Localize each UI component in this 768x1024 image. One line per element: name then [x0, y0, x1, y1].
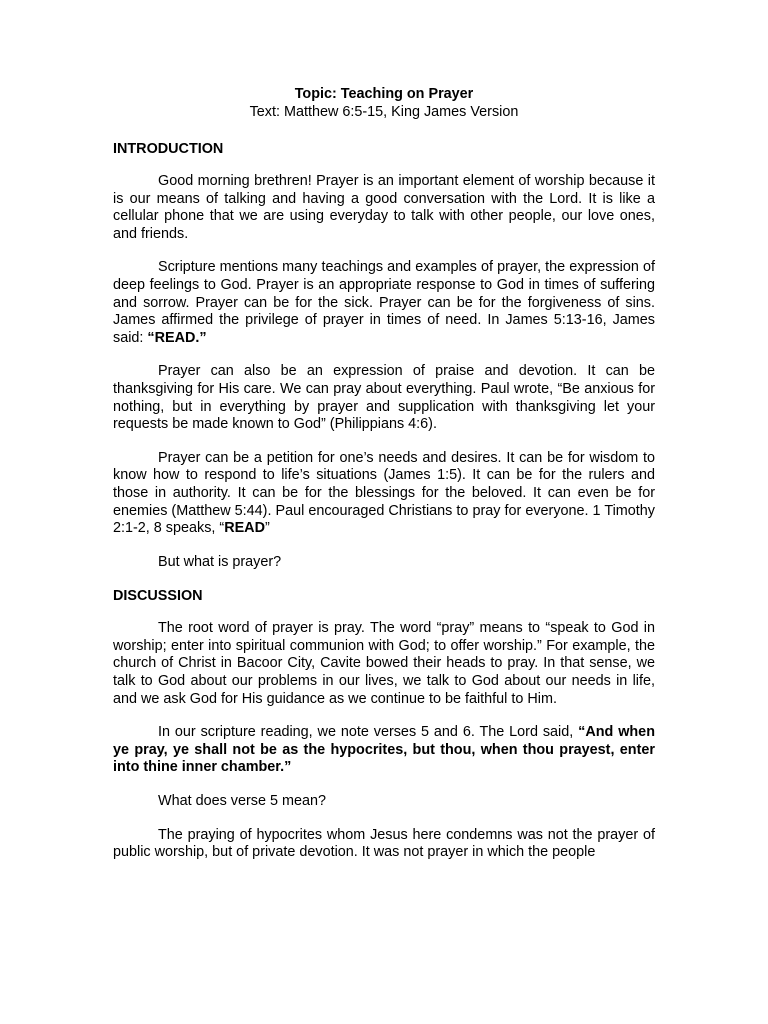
- document-subtitle: Text: Matthew 6:5-15, King James Version: [249, 104, 519, 120]
- introduction-paragraph-3: Prayer can also be an expression of praise and devotion. It can be thanksgiving for His care. We can pray about everything. Paul wrote, “Be anxious for nothing, but in everything by prayer and supplication with thanksgiving let your requests be made known to God” (Philippians 4:6).: [113, 363, 655, 433]
- discussion-paragraph-3: What does verse 5 mean?: [158, 793, 326, 810]
- discussion-paragraph-4: The praying of hypocrites whom Jesus here condemns was not the prayer of public worship, but of private devotion. It was not prayer in which the people: [113, 826, 655, 861]
- discussion-heading: DISCUSSION: [113, 588, 203, 605]
- introduction-paragraph-2: [113, 259, 655, 347]
- introduction-paragraph-2-text: Scripture mentions many teachings and examples of prayer, the expression of deep feelings to God. Prayer is an appropriate response to God in times of suffering and sorrow. Prayer can be for the sick. Prayer can be for the forgiveness of sins. James affirmed the privilege of prayer in times of need. In James 5:13-16, James said:: [113, 259, 655, 346]
- introduction-paragraph-4: [113, 450, 655, 538]
- discussion-paragraph-1: The root word of prayer is pray. The word “pray” means to “speak to God in worship; enter into spiritual communion with God; to offer worship.” For example, the church of Christ in Bacoor City, Cavite bowed their heads to pray. In that sense, we talk to God about our problems in our lives, we talk to God about our needs in life, and we ask God for His guidance as we continue to be faithful to Him.: [113, 620, 655, 707]
- read-emphasis: READ: [224, 520, 265, 537]
- document-title: Topic: Teaching on Prayer: [294, 86, 474, 102]
- introduction-heading: INTRODUCTION: [113, 141, 224, 157]
- read-emphasis: “READ.”: [147, 329, 207, 346]
- introduction-paragraph-5: But what is prayer?: [158, 553, 282, 570]
- document-page: [113, 85, 655, 878]
- closing-quote: ”: [264, 520, 270, 537]
- discussion-paragraph-2: [113, 724, 655, 777]
- discussion-paragraph-2-text: In our scripture reading, we note verses 5 and 6. The Lord said,: [158, 724, 579, 741]
- introduction-paragraph-4-text: Prayer can be a petition for one’s needs and desires. It can be for wisdom to know how to respond to life’s situations (James 1:5). It can be for the rulers and those in authority. It can be for the blessings for the beloved. It can even be for enemies (Matthew 5:44). Paul encouraged Christians to pray for everyone. 1 Timothy 2:1-2, 8 speaks, “: [113, 449, 655, 537]
- introduction-paragraph-1: Good morning brethren! Prayer is an important element of worship because it is our means of talking and having a good conversation with the Lord. It is like a cellular phone that we are using everyday to talk with other people, our love ones, and friends.: [113, 173, 655, 242]
- scripture-quote: “And when ye pray, ye shall not be as the hypocrites, but thou, when thou prayest, enter into thine inner chamber.”: [113, 724, 655, 776]
